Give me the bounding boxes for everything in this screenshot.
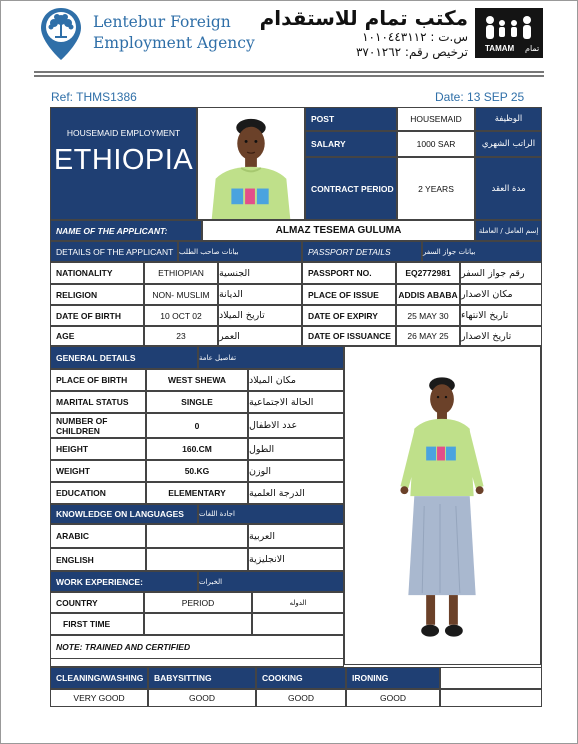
passport-row-value: EQ2772981 [396,262,460,284]
skill-empty-cell [440,667,542,689]
details-row-arabic: الجنسية [218,262,302,284]
languages-section-title: KNOWLEDGE ON LANGUAGES [50,504,198,524]
salary-arabic: الراتب الشهري [475,131,542,157]
details-section-arabic: بيانات صاحب الطلب [178,241,302,262]
salary-label: SALARY [305,131,397,157]
details-row-arabic: الديانة [218,284,302,305]
general-row-label: MARITAL STATUS [50,391,146,413]
general-row-value: 0 [146,413,248,438]
general-row-arabic: الطول [248,438,344,460]
details-section-title: DETAILS OF THE APPLICANT [50,241,178,262]
note-spacer [50,659,344,667]
contract-arabic: مدة العقد [475,157,542,220]
work-country-header: COUNTRY [50,592,144,613]
general-row-value: ELEMENTARY [146,482,248,504]
agency-name-line2: Employment Agency [93,34,255,52]
language-row-value [146,548,248,571]
general-row-label: HEIGHT [50,438,146,460]
header-divider [34,75,544,77]
passport-row-arabic: مكان الاصدار [460,284,542,305]
details-row-value: ETHIOPIAN [144,262,218,284]
language-row-label: ARABIC [50,524,146,548]
skill-level: GOOD [148,689,256,707]
passport-section-arabic: بيانات جواز السفر [422,241,542,262]
document-date: Date: 13 SEP 25 [435,90,525,104]
languages-section-arabic: اجادة اللغات [198,504,344,524]
general-row-label: EDUCATION [50,482,146,504]
language-row-label: ENGLISH [50,548,146,571]
work-period-header: PERIOD [144,592,252,613]
details-row-value: 10 OCT 02 [144,305,218,326]
post-label: POST [305,107,397,131]
tree-logo-icon [38,6,84,62]
agency-name [93,12,255,54]
details-row-value: NON- MUSLIM [144,284,218,305]
right-logo-arabic: تمام [525,44,540,53]
applicant-name-value: ALMAZ TESEMA GULUMA [202,220,475,241]
family-logo-icon [475,8,543,58]
skill-name: CLEANING/WASHING [50,667,148,689]
arabic-cr: س.ت : ١٠١٠٤٤٣١١٢ [362,30,468,44]
passport-row-arabic: رقم جواز السفر [460,262,542,284]
general-row-label: NUMBER OF CHILDREN [50,413,146,438]
work-first-time: FIRST TIME [50,613,144,635]
details-row-label: AGE [50,326,144,346]
contract-label: CONTRACT PERIOD [305,157,397,220]
skill-level: VERY GOOD [50,689,148,707]
general-row-value: 50.KG [146,460,248,482]
applicant-name-label: NAME OF THE APPLICANT: [50,220,202,241]
general-section-title: GENERAL DETAILS [50,346,198,369]
right-logo-text: TAMAM [485,44,515,53]
note-text: NOTE: TRAINED AND CERTIFIED [50,635,344,659]
passport-row-value: 26 MAY 25 [396,326,460,346]
skill-name: IRONING [346,667,440,689]
passport-row-label: PLACE OF ISSUE [302,284,396,305]
contract-value: 2 YEARS [397,157,475,220]
post-value: HOUSEMAID [397,107,475,131]
passport-row-label: DATE OF ISSUANCE [302,326,396,346]
passport-row-arabic: تاريخ الانتهاء [460,305,542,326]
language-row-arabic: الانجليزية [248,548,344,571]
general-row-arabic: مكان الميلاد [248,369,344,391]
passport-row-label: DATE OF EXPIRY [302,305,396,326]
arabic-heading [260,6,468,60]
post-arabic: الوظيفة [475,107,542,131]
passport-row-value: 25 MAY 30 [396,305,460,326]
arabic-license: ترخيص رقم: ٣٧٠١٢٦٢ [355,45,468,59]
skill-level: GOOD [256,689,346,707]
passport-row-label: PASSPORT NO. [302,262,396,284]
general-row-value: WEST SHEWA [146,369,248,391]
language-row-arabic: العربية [248,524,344,548]
general-row-arabic: الدرجة العلمية [248,482,344,504]
applicant-full-photo [344,346,541,665]
details-row-label: DATE OF BIRTH [50,305,144,326]
general-row-arabic: الوزن [248,460,344,482]
passport-row-value: ADDIS ABABA [396,284,460,305]
reference-number: Ref: THMS1386 [51,90,137,104]
work-section-arabic: الخبرات [198,571,344,592]
skill-level: GOOD [346,689,440,707]
skill-name: COOKING [256,667,346,689]
general-row-label: WEIGHT [50,460,146,482]
general-row-arabic: الحالة الاجتماعية [248,391,344,413]
passport-section-title: PASSPORT DETAILS [302,241,422,262]
details-row-arabic: تاريخ الميلاد [218,305,302,326]
details-row-label: RELIGION [50,284,144,305]
hero-block [50,107,197,220]
applicant-portrait [197,107,305,220]
work-country-arabic: الدوله [252,592,344,613]
salary-value: 1000 SAR [397,131,475,157]
work-empty-cell [144,613,252,635]
passport-row-arabic: تاريخ الاصدار [460,326,542,346]
general-row-value: SINGLE [146,391,248,413]
hero-country: ETHIOPIA [53,144,194,176]
details-row-label: NATIONALITY [50,262,144,284]
arabic-title: مكتب تمام للاستقدام [259,6,468,30]
language-row-value [146,524,248,548]
header-divider [34,71,544,73]
general-row-arabic: عدد الاطفال [248,413,344,438]
work-empty-cell [252,613,344,635]
details-row-value: 23 [144,326,218,346]
work-section-title: WORK EXPERIENCE: [50,571,198,592]
applicant-name-arabic: إسم العامل / العاملة [475,220,542,241]
general-row-label: PLACE OF BIRTH [50,369,146,391]
hero-subtitle: HOUSEMAID EMPLOYMENT [66,128,181,138]
general-row-value: 160.CM [146,438,248,460]
agency-name-line1: Lentebur Foreign [93,13,231,31]
details-row-arabic: العمر [218,326,302,346]
skill-empty-cell [440,689,542,707]
general-section-arabic: تفاصيل عامة [198,346,344,369]
skill-name: BABYSITTING [148,667,256,689]
